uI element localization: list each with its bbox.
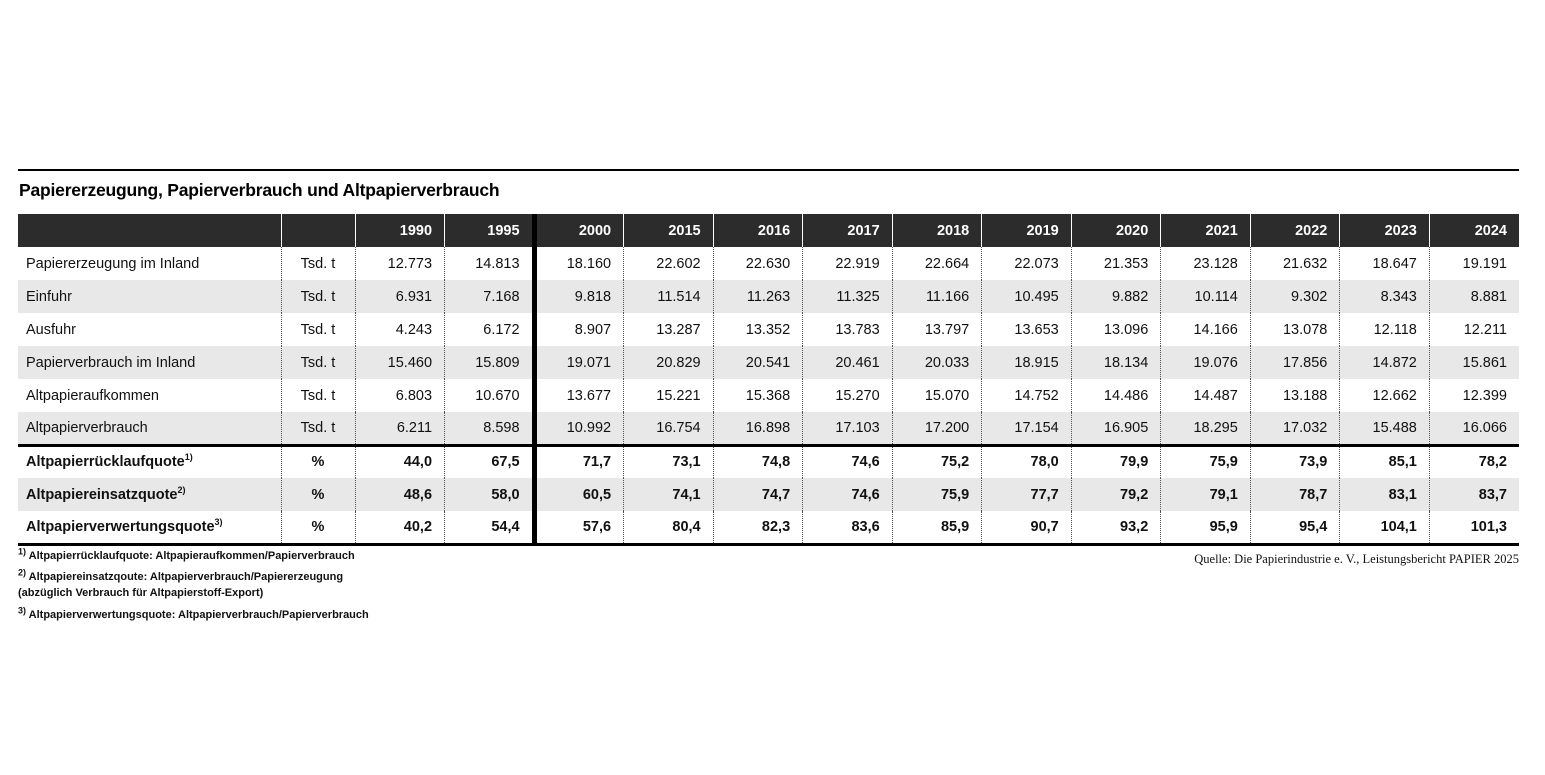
- value-cell: 6.931: [355, 280, 445, 313]
- value-cell: 95,9: [1161, 511, 1251, 544]
- value-cell: 15.809: [445, 346, 535, 379]
- value-cell: 13.653: [982, 313, 1072, 346]
- value-cell: 14.166: [1161, 313, 1251, 346]
- value-cell: 13.783: [803, 313, 893, 346]
- row-unit: Tsd. t: [281, 313, 355, 346]
- value-cell: 21.353: [1071, 247, 1161, 280]
- value-cell: 20.033: [892, 346, 982, 379]
- value-cell: 93,2: [1071, 511, 1161, 544]
- value-cell: 79,9: [1071, 445, 1161, 478]
- value-cell: 40,2: [355, 511, 445, 544]
- value-cell: 15.488: [1340, 412, 1430, 445]
- footnote-2: [18, 567, 369, 602]
- value-cell: 17.200: [892, 412, 982, 445]
- table-header-row: [18, 214, 1519, 247]
- header-cell-year: 2022: [1250, 214, 1340, 247]
- header-cell-empty-label: [18, 214, 281, 247]
- row-label-text: Altpapierverbrauch: [26, 419, 148, 436]
- value-cell: 12.211: [1429, 313, 1519, 346]
- value-cell: 14.487: [1161, 379, 1251, 412]
- page-title: Papiererzeugung, Papierverbrauch und Altpapierverbrauch: [19, 180, 500, 200]
- row-label: [18, 379, 281, 412]
- row-label: [18, 412, 281, 445]
- source-note: Quelle: Die Papierindustrie e. V., Leistungsbericht PAPIER 2025: [1194, 551, 1519, 566]
- row-label-text: Altpapierrücklaufquote: [26, 454, 185, 471]
- row-label-text: Einfuhr: [26, 288, 72, 305]
- row-label: [18, 511, 281, 544]
- value-cell: 18.915: [982, 346, 1072, 379]
- header-cell-year: 2023: [1340, 214, 1430, 247]
- value-cell: 18.160: [534, 247, 624, 280]
- value-cell: 8.343: [1340, 280, 1430, 313]
- table-row: [18, 478, 1519, 511]
- value-cell: 78,7: [1250, 478, 1340, 511]
- value-cell: 74,6: [803, 445, 893, 478]
- value-cell: 11.166: [892, 280, 982, 313]
- row-label: [18, 346, 281, 379]
- value-cell: 16.754: [624, 412, 714, 445]
- value-cell: 67,5: [445, 445, 535, 478]
- value-cell: 16.898: [713, 412, 803, 445]
- value-cell: 15.270: [803, 379, 893, 412]
- value-cell: 74,6: [803, 478, 893, 511]
- value-cell: 83,6: [803, 511, 893, 544]
- value-cell: 104,1: [1340, 511, 1430, 544]
- value-cell: 79,1: [1161, 478, 1251, 511]
- value-cell: 16.905: [1071, 412, 1161, 445]
- value-cell: 20.461: [803, 346, 893, 379]
- row-label-text: Papierverbrauch im Inland: [26, 354, 196, 371]
- value-cell: 6.211: [355, 412, 445, 445]
- value-cell: 57,6: [534, 511, 624, 544]
- value-cell: 101,3: [1429, 511, 1519, 544]
- value-cell: 14.813: [445, 247, 535, 280]
- row-label-text: Papiererzeugung im Inland: [26, 255, 200, 272]
- row-label-text: Altpapieraufkommen: [26, 387, 159, 404]
- footnote-3-text: Altpapierverwertungsquote: Altpapierverbrauch/Papierverbrauch: [28, 609, 369, 622]
- value-cell: 58,0: [445, 478, 535, 511]
- row-label-text: Ausfuhr: [26, 321, 76, 338]
- value-cell: 23.128: [1161, 247, 1251, 280]
- table-row: [18, 247, 1519, 280]
- footnote-3: [18, 605, 369, 624]
- value-cell: 85,9: [892, 511, 982, 544]
- value-cell: 22.664: [892, 247, 982, 280]
- value-cell: 16.066: [1429, 412, 1519, 445]
- value-cell: 82,3: [713, 511, 803, 544]
- footnote-2-marker: 2): [18, 567, 27, 578]
- header-cell-year: 2017: [803, 214, 893, 247]
- value-cell: 17.032: [1250, 412, 1340, 445]
- value-cell: 95,4: [1250, 511, 1340, 544]
- value-cell: 13.096: [1071, 313, 1161, 346]
- value-cell: 79,2: [1071, 478, 1161, 511]
- value-cell: 20.829: [624, 346, 714, 379]
- value-cell: 12.118: [1340, 313, 1430, 346]
- footnote-1-marker: 1): [18, 545, 27, 556]
- header-cell-year: 1995: [445, 214, 535, 247]
- value-cell: 15.221: [624, 379, 714, 412]
- header-cell-year: 1990: [355, 214, 445, 247]
- row-unit: %: [281, 511, 355, 544]
- value-cell: 83,1: [1340, 478, 1430, 511]
- row-label-footnote-marker: 3): [214, 516, 223, 527]
- value-cell: 13.677: [534, 379, 624, 412]
- value-cell: 22.630: [713, 247, 803, 280]
- row-unit: Tsd. t: [281, 280, 355, 313]
- value-cell: 18.295: [1161, 412, 1251, 445]
- value-cell: 19.071: [534, 346, 624, 379]
- footnote-1: [18, 545, 369, 565]
- value-cell: 13.352: [713, 313, 803, 346]
- value-cell: 10.114: [1161, 280, 1251, 313]
- footnote-2-continuation: (abzüglich Verbrauch für Altpapierstoff-Export): [18, 587, 264, 600]
- value-cell: 78,2: [1429, 445, 1519, 478]
- value-cell: 9.302: [1250, 280, 1340, 313]
- header-cell-year: 2000: [534, 214, 624, 247]
- value-cell: 17.154: [982, 412, 1072, 445]
- value-cell: 15.460: [355, 346, 445, 379]
- row-unit: Tsd. t: [281, 412, 355, 445]
- value-cell: 75,9: [892, 478, 982, 511]
- footnote-1-text: Altpapierrücklaufquote: Altpapieraufkommen/Papierverbrauch: [28, 549, 355, 562]
- value-cell: 10.670: [445, 379, 535, 412]
- row-label-text: Altpapierverwertungsquote: [26, 518, 215, 535]
- value-cell: 11.325: [803, 280, 893, 313]
- row-label-footnote-marker: 1): [184, 452, 193, 463]
- row-label: [18, 313, 281, 346]
- value-cell: 9.882: [1071, 280, 1161, 313]
- value-cell: 11.263: [713, 280, 803, 313]
- value-cell: 21.632: [1250, 247, 1340, 280]
- value-cell: 80,4: [624, 511, 714, 544]
- value-cell: 75,9: [1161, 445, 1251, 478]
- value-cell: 15.070: [892, 379, 982, 412]
- header-cell-year: 2019: [982, 214, 1072, 247]
- row-unit: %: [281, 445, 355, 478]
- value-cell: 54,4: [445, 511, 535, 544]
- value-cell: 7.168: [445, 280, 535, 313]
- value-cell: 75,2: [892, 445, 982, 478]
- value-cell: 12.662: [1340, 379, 1430, 412]
- row-unit: Tsd. t: [281, 379, 355, 412]
- value-cell: 15.368: [713, 379, 803, 412]
- table-figure: [18, 169, 1519, 630]
- table-row: [18, 412, 1519, 445]
- row-label: [18, 280, 281, 313]
- value-cell: 13.078: [1250, 313, 1340, 346]
- value-cell: 22.602: [624, 247, 714, 280]
- value-cell: 17.856: [1250, 346, 1340, 379]
- value-cell: 13.287: [624, 313, 714, 346]
- row-label-footnote-marker: 2): [177, 484, 186, 495]
- row-unit: Tsd. t: [281, 346, 355, 379]
- row-label: [18, 247, 281, 280]
- value-cell: 14.872: [1340, 346, 1430, 379]
- value-cell: 12.773: [355, 247, 445, 280]
- value-cell: 74,8: [713, 445, 803, 478]
- value-cell: 11.514: [624, 280, 714, 313]
- top-rule: [18, 169, 1519, 171]
- value-cell: 12.399: [1429, 379, 1519, 412]
- value-cell: 73,9: [1250, 445, 1340, 478]
- value-cell: 77,7: [982, 478, 1072, 511]
- value-cell: 14.752: [982, 379, 1072, 412]
- value-cell: 6.803: [355, 379, 445, 412]
- value-cell: 78,0: [982, 445, 1072, 478]
- value-cell: 83,7: [1429, 478, 1519, 511]
- value-cell: 22.919: [803, 247, 893, 280]
- value-cell: 4.243: [355, 313, 445, 346]
- value-cell: 90,7: [982, 511, 1072, 544]
- value-cell: 6.172: [445, 313, 535, 346]
- value-cell: 74,1: [624, 478, 714, 511]
- value-cell: 13.797: [892, 313, 982, 346]
- value-cell: 20.541: [713, 346, 803, 379]
- row-label-text: Altpapiereinsatzquote: [26, 486, 178, 503]
- header-cell-empty-unit: [281, 214, 355, 247]
- value-cell: 60,5: [534, 478, 624, 511]
- header-cell-year: 2016: [713, 214, 803, 247]
- value-cell: 18.647: [1340, 247, 1430, 280]
- footnote-2-text: Altpapiereinsatzqoute: Altpapierverbrauch/Papiererzeugung: [28, 571, 344, 584]
- table-footer-area: [18, 545, 1519, 631]
- row-unit: Tsd. t: [281, 247, 355, 280]
- value-cell: 14.486: [1071, 379, 1161, 412]
- header-cell-year: 2020: [1071, 214, 1161, 247]
- value-cell: 71,7: [534, 445, 624, 478]
- footnote-3-marker: 3): [18, 605, 27, 616]
- row-label: [18, 445, 281, 478]
- value-cell: 73,1: [624, 445, 714, 478]
- table-row: [18, 346, 1519, 379]
- header-cell-year: 2024: [1429, 214, 1519, 247]
- value-cell: 22.073: [982, 247, 1072, 280]
- value-cell: 8.598: [445, 412, 535, 445]
- value-cell: 19.191: [1429, 247, 1519, 280]
- header-cell-year: 2021: [1161, 214, 1251, 247]
- value-cell: 15.861: [1429, 346, 1519, 379]
- row-unit: %: [281, 478, 355, 511]
- value-cell: 48,6: [355, 478, 445, 511]
- value-cell: 10.495: [982, 280, 1072, 313]
- value-cell: 44,0: [355, 445, 445, 478]
- value-cell: 19.076: [1161, 346, 1251, 379]
- table-row: [18, 280, 1519, 313]
- header-cell-year: 2015: [624, 214, 714, 247]
- table-row: [18, 445, 1519, 478]
- value-cell: 10.992: [534, 412, 624, 445]
- value-cell: 8.881: [1429, 280, 1519, 313]
- value-cell: 8.907: [534, 313, 624, 346]
- paper-statistics-table: [18, 214, 1519, 546]
- table-row: [18, 379, 1519, 412]
- value-cell: 74,7: [713, 478, 803, 511]
- table-row: [18, 511, 1519, 544]
- value-cell: 18.134: [1071, 346, 1161, 379]
- value-cell: 85,1: [1340, 445, 1430, 478]
- value-cell: 9.818: [534, 280, 624, 313]
- footnotes: [18, 545, 369, 631]
- header-cell-year: 2018: [892, 214, 982, 247]
- row-label: [18, 478, 281, 511]
- value-cell: 13.188: [1250, 379, 1340, 412]
- table-row: [18, 313, 1519, 346]
- value-cell: 17.103: [803, 412, 893, 445]
